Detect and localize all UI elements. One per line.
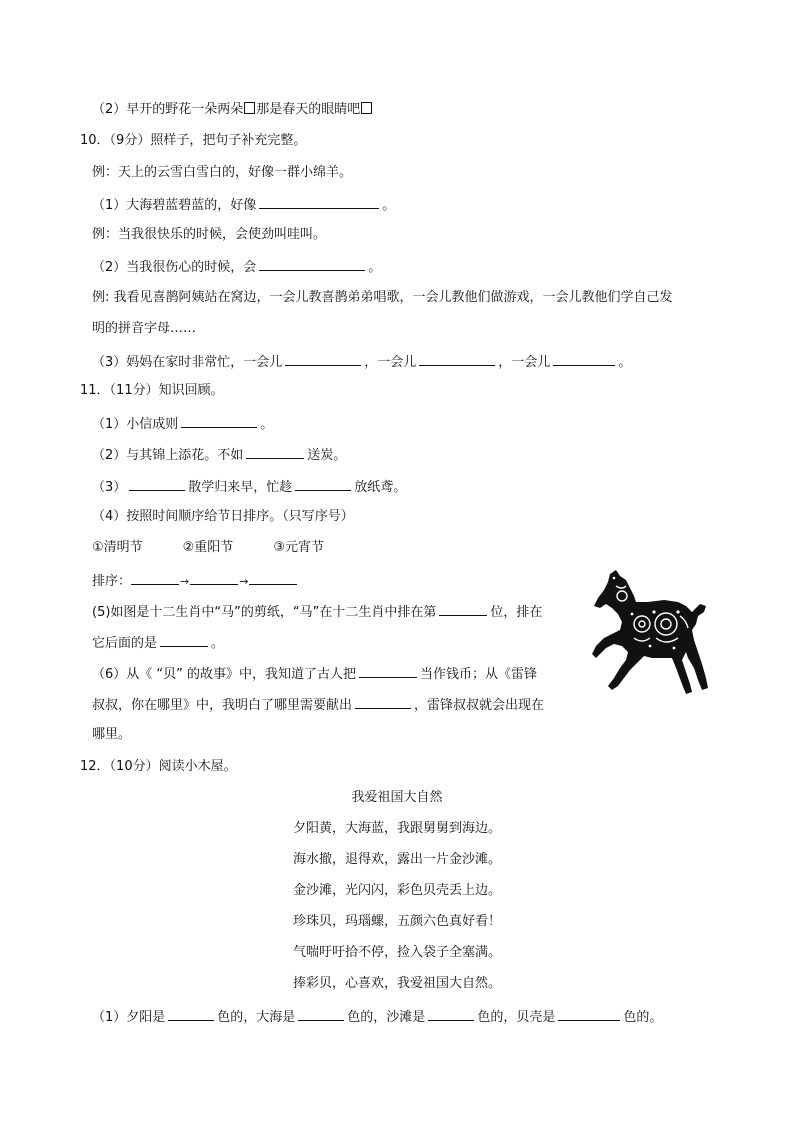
answer-blank[interactable] [428,1006,474,1021]
q11-item6-line2: 叔叔，你在哪里》中，我明白了哪里需要献出 ，雷锋叔叔就会出现在 [92,694,544,716]
answer-blank[interactable] [298,1006,344,1021]
q11-sort-row: 排序： → → [92,570,297,592]
q10-example3-line1: 例: 我看见喜鹊阿姨站在窝边，一会儿教喜鹊弟弟唱歌，一会儿教他们做游戏，一会儿教他们学自己发 [92,290,673,305]
q11-item6-line1: （6）从《 “贝” 的故事》中，我知道了古人把 当作钱币；从《雷锋 [92,663,537,685]
answer-blank[interactable] [285,351,361,366]
q10-item3: （3）妈妈在家时非常忙，一会儿 ，一会儿 ，一会儿 。 [92,351,631,373]
answer-blank[interactable] [259,194,379,209]
answer-blank[interactable] [160,632,208,647]
q11-item5-line2: 它后面的是 。 [92,632,224,654]
poem-line: 金沙滩，光闪闪，彩色贝壳丢上边。 [292,883,501,898]
answer-blank[interactable] [129,476,185,491]
horse-papercut-icon [590,568,712,696]
arrow-right-icon: → [180,575,190,588]
q11-item4: （4）按照时间顺序给节日排序。（只写序号） [92,509,354,524]
arrow-right-icon: → [239,575,249,588]
q11-item2: （2）与其锦上添花。不如 送炭。 [92,444,346,466]
q9-item2: （2）早开的野花一朵两朵 那是春天的眼睛吧 [92,100,373,120]
q10-title: 10．（9分）照样子，把句子补充完整。 [80,133,307,148]
answer-blank[interactable] [168,1006,214,1021]
answer-blank[interactable] [190,570,238,585]
option-yuanxiao: ③元宵节 [273,540,324,555]
q12-item1: （1）夕阳是 色的，大海是 色的，沙滩是 色的，贝壳是 色的。 [92,1006,662,1028]
answer-blank[interactable] [131,570,179,585]
q10-item1: （1）大海碧蓝碧蓝的，好像 。 [92,194,395,216]
q11-item1: （1）小信成则 。 [92,413,273,435]
q10-example3-line2: 明的拼音字母…… [92,321,197,336]
q10-example2: 例：当我很快乐的时候，会使劲叫哇叫。 [92,227,327,242]
answer-blank[interactable] [419,351,495,366]
q11-festival-options [92,538,324,558]
poem-title: 我爱祖国大自然 [351,790,443,805]
punctuation-box[interactable] [361,102,372,114]
answer-blank[interactable] [355,694,411,709]
poem-line: 捧彩贝，心喜欢，我爱祖国大自然。 [292,976,501,991]
q11-item3: （3） 散学归来早，忙趁 放纸鸢。 [92,476,406,498]
poem-line: 珍珠贝，玛瑙螺，五颜六色真好看！ [292,914,501,929]
option-qingming: ①清明节 [92,540,143,555]
answer-blank[interactable] [439,601,487,616]
poem-line: 气喘吁吁拾不停，捡入袋子全塞满。 [292,945,501,960]
q11-title: 11．（11分）知识回顾。 [80,383,224,398]
answer-blank[interactable] [558,1006,620,1021]
poem-line: 海水撤，退得欢，露出一片金沙滩。 [292,852,501,867]
answer-blank[interactable] [246,444,304,459]
poem-line: 夕阳黄，大海蓝，我跟舅舅到海边。 [292,821,501,836]
answer-blank[interactable] [249,570,297,585]
q11-item5-line1: (5)如图是十二生肖中“马”的剪纸，“马”在十二生肖中排在第 位，排在 [92,601,542,623]
answer-blank[interactable] [359,663,417,678]
q10-example1: 例：天上的云雪白雪白的，好像一群小绵羊。 [92,165,353,180]
option-chongyang: ②重阳节 [182,540,234,555]
answer-blank[interactable] [295,476,351,491]
answer-blank[interactable] [553,351,615,366]
answer-blank[interactable] [181,413,257,428]
q10-item2: （2）当我很伤心的时候，会 。 [92,256,381,278]
q11-item6-line3: 哪里。 [92,727,132,742]
punctuation-box[interactable] [244,102,255,114]
q12-title: 12．（10分）阅读小木屋。 [80,759,237,774]
answer-blank[interactable] [259,256,365,271]
